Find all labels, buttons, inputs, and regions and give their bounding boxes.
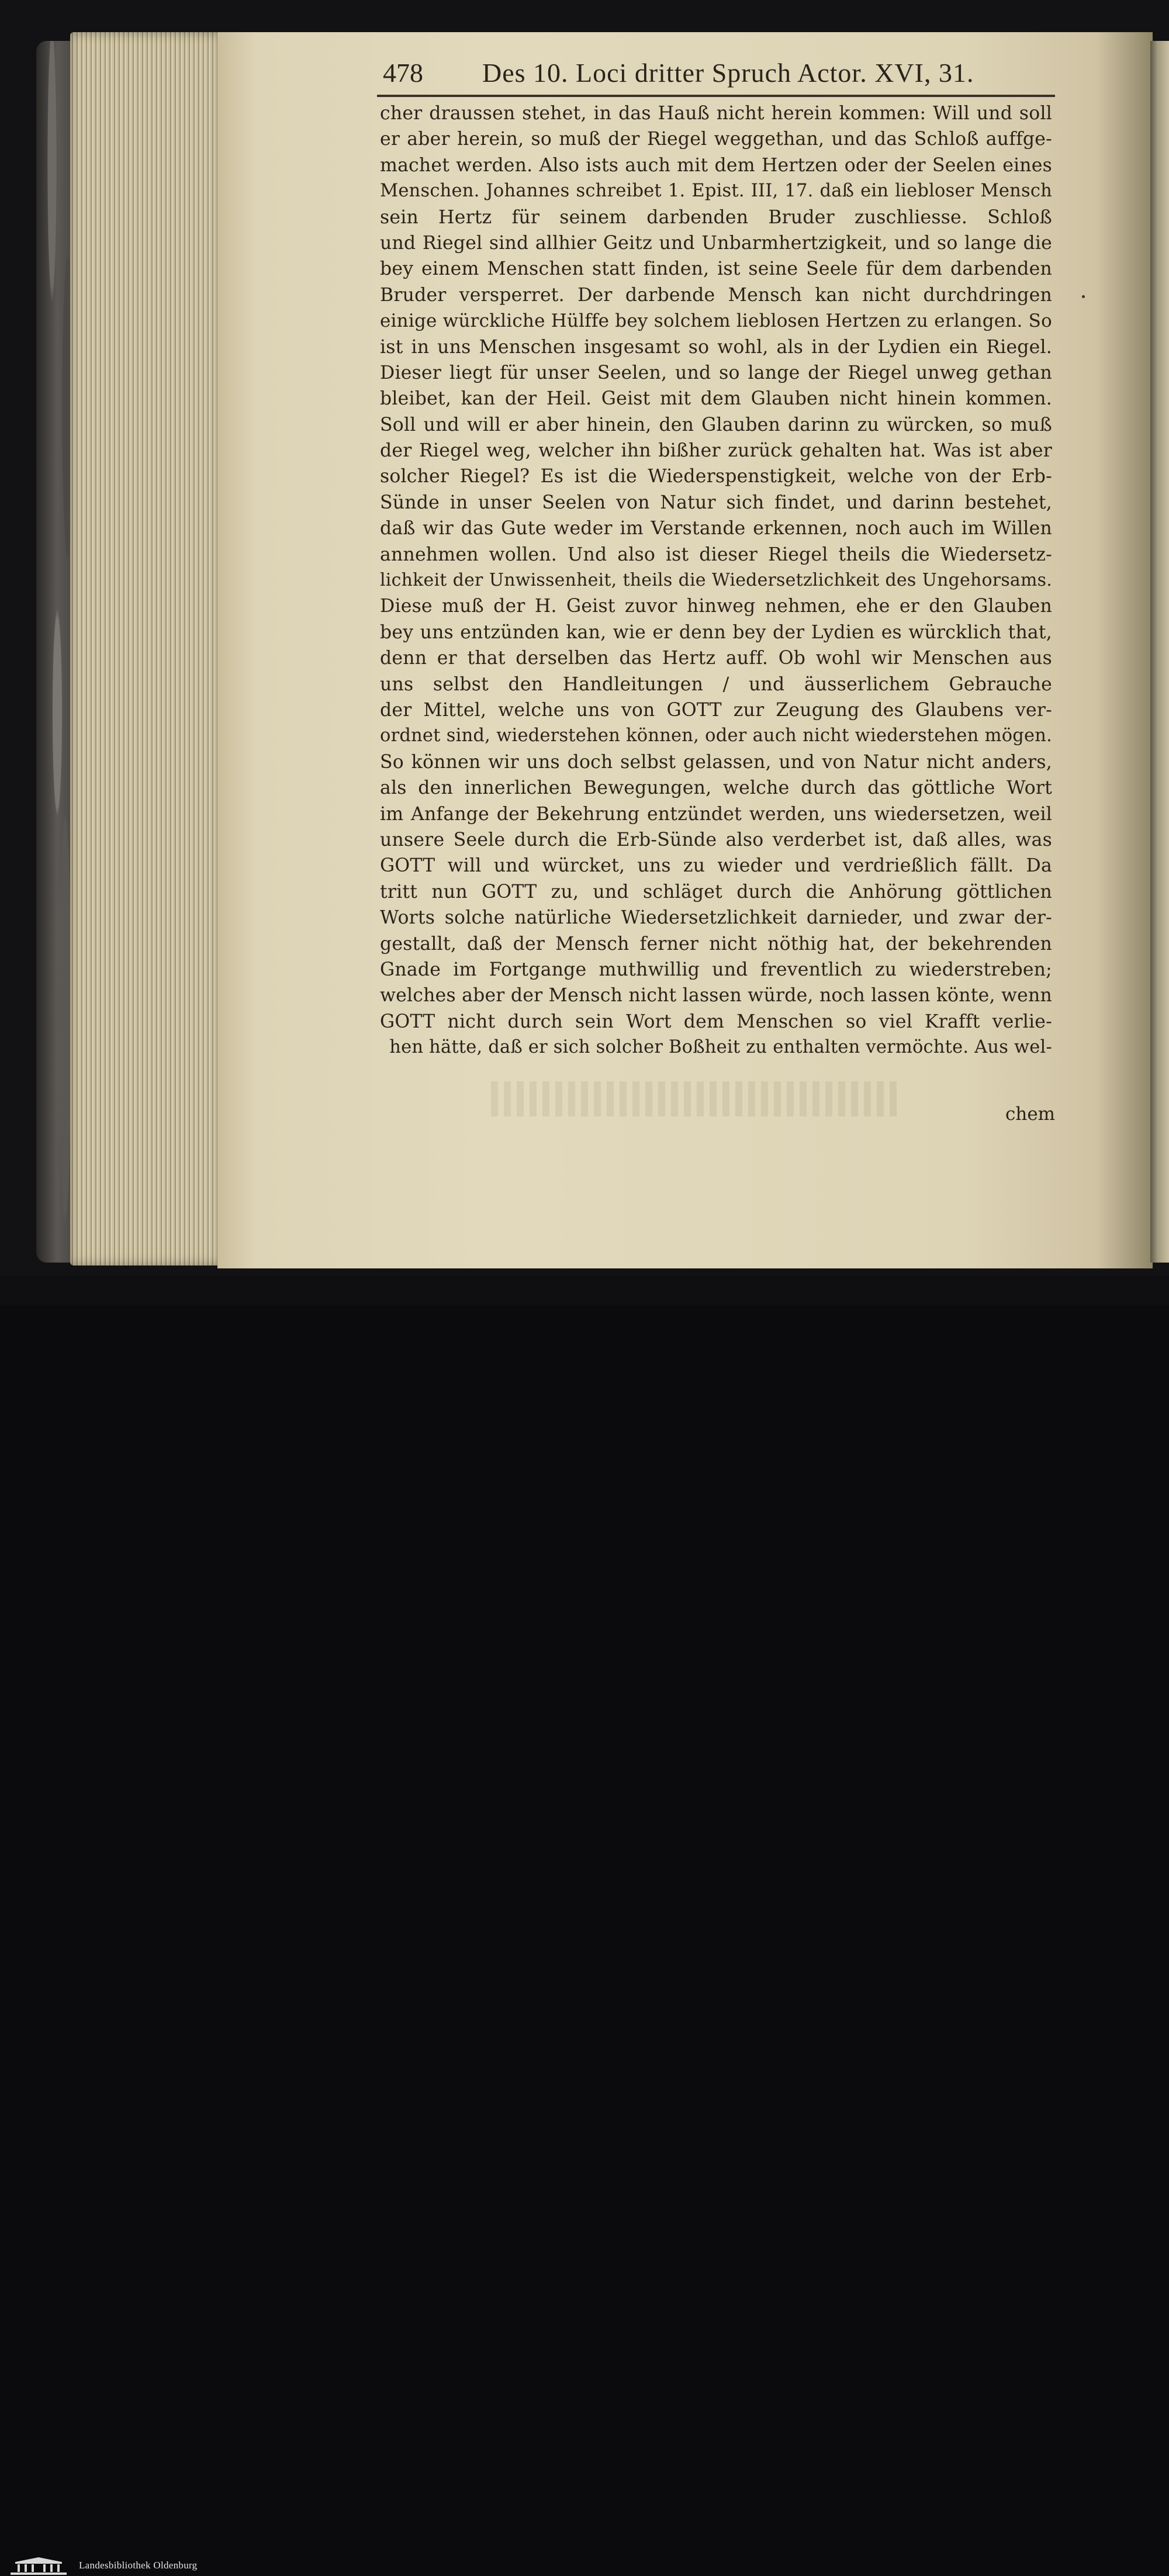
text-line: bey uns entzünden kan, wie er denn bey der Lydien es würcklich that, [380, 621, 1052, 643]
text-line: bleibet, kan der Heil. Geist mit dem Glauben nicht hinein kommen. [380, 388, 1052, 410]
text-line: im Anfange der Bekehrung entzündet werden, uns wiedersetzen, weil [380, 803, 1052, 825]
text-line: unsere Seele durch die Erb-Sünde also verderbet ist, daß alles, was [380, 829, 1052, 850]
text-line: als den innerlichen Bewegungen, welche durch das göttliche Wort [380, 777, 1052, 799]
text-line: gestallt, daß der Mensch ferner nicht nöthig hat, der bekehrenden [380, 933, 1052, 955]
scan-area [0, 0, 1169, 1276]
page-edges [70, 32, 222, 1265]
text-line: Worts solche natürliche Wiedersetzlichkeit darnieder, und zwar der- [380, 907, 1052, 929]
text-line: cher draussen stehet, in das Hauß nicht herein kommen: Will und soll [380, 103, 1052, 124]
text-line: daß wir das Gute weder im Verstande erkennen, noch auch im Willen [380, 518, 1052, 540]
text-line: Gnade im Fortgange muthwillig und freventlich zu wiederstreben; [380, 959, 1052, 980]
text-line: GOTT will und würcket, uns zu wieder und verdrießlich fällt. Da [380, 855, 1052, 877]
text-line: uns selbst den Handleitungen / und äusserlichem Gebrauche [380, 673, 1052, 695]
text-line: GOTT nicht durch sein Wort dem Menschen so viel Krafft verlie- [380, 1011, 1052, 1032]
running-title: Des 10. Loci dritter Spruch Actor. XVI, 31. [482, 58, 974, 88]
library-logo-icon [9, 2556, 68, 2576]
text-line: Soll und will er aber hinein, den Glauben darinn zu würcken, so muß [380, 414, 1052, 435]
text-line: lichkeit der Unwissenheit, theils die Wiedersetzlichkeit des Ungehorsams. [380, 570, 1052, 591]
text-line: ist in uns Menschen insgesamt so wohl, als in der Lydien ein Riegel. [380, 336, 1052, 358]
text-line: der Mittel, welche uns von GOTT zur Zeugung des Glaubens ver- [380, 699, 1052, 721]
library-name: Landesbibliothek Oldenburg [79, 2560, 198, 2571]
paper-speck [1082, 295, 1085, 298]
running-header [383, 57, 1049, 94]
text-line: bey einem Menschen statt finden, ist seine Seele für dem darbenden [380, 258, 1052, 280]
text-line: machet werden. Also ists auch mit dem Hertzen oder der Seelen eines [380, 154, 1052, 176]
text-line: und Riegel sind allhier Geitz und Unbarmhertzigkeit, und so lange die [380, 232, 1052, 254]
header-rule [377, 95, 1055, 97]
text-line: er aber herein, so muß der Riegel weggethan, und das Schloß auffge- [380, 129, 1052, 150]
text-line: solcher Riegel? Es ist die Wiederspenstigkeit, welche von der Erb- [380, 466, 1052, 487]
body-text [380, 101, 1052, 1060]
show-through [491, 1081, 900, 1116]
text-line: der Riegel weg, welcher ihn bißher zurück gehalten hat. Was ist aber [380, 440, 1052, 462]
text-line: ordnet sind, wiederstehen können, oder auch nicht wiederstehen mögen. [380, 725, 1052, 746]
text-line: Menschen. Johannes schreibet 1. Epist. III, 17. daß ein liebloser Mensch [380, 181, 1052, 202]
footer-bar [0, 1276, 1169, 2571]
facing-page-edge [1150, 41, 1169, 1263]
text-line: sein Hertz für seinem darbenden Bruder zuschliesse. Schloß [380, 206, 1052, 228]
text-line: Sünde in unser Seelen von Natur sich findet, und darinn bestehet, [380, 492, 1052, 513]
catchword: chem [1005, 1104, 1056, 1125]
page-number: 478 [383, 58, 423, 88]
text-line: annehmen wollen. Und also ist dieser Riegel theils die Wiedersetz- [380, 544, 1052, 565]
text-line: einige würckliche Hülffe bey solchem lieblosen Hertzen zu erlangen. So [380, 310, 1052, 332]
text-line: Diese muß der H. Geist zuvor hinweg nehmen, ehe er den Glauben [380, 596, 1052, 617]
text-line: Dieser liegt für unser Seelen, und so lange der Riegel unweg gethan [380, 362, 1052, 383]
text-line: denn er that derselben das Hertz auff. Ob wohl wir Menschen aus [380, 648, 1052, 669]
text-line: Bruder versperret. Der darbende Mensch kan nicht durchdringen [380, 284, 1052, 306]
text-line: tritt nun GOTT zu, und schläget durch die Anhörung göttlichen [380, 881, 1052, 903]
text-line: welches aber der Mensch nicht lassen würde, noch lassen könte, wenn [380, 985, 1052, 1007]
text-line: hen hätte, daß er sich solcher Boßheit zu enthalten vermöchte. Aus wel- [389, 1037, 1052, 1058]
text-line: So können wir uns doch selbst gelassen, und von Natur nicht anders, [380, 751, 1052, 773]
